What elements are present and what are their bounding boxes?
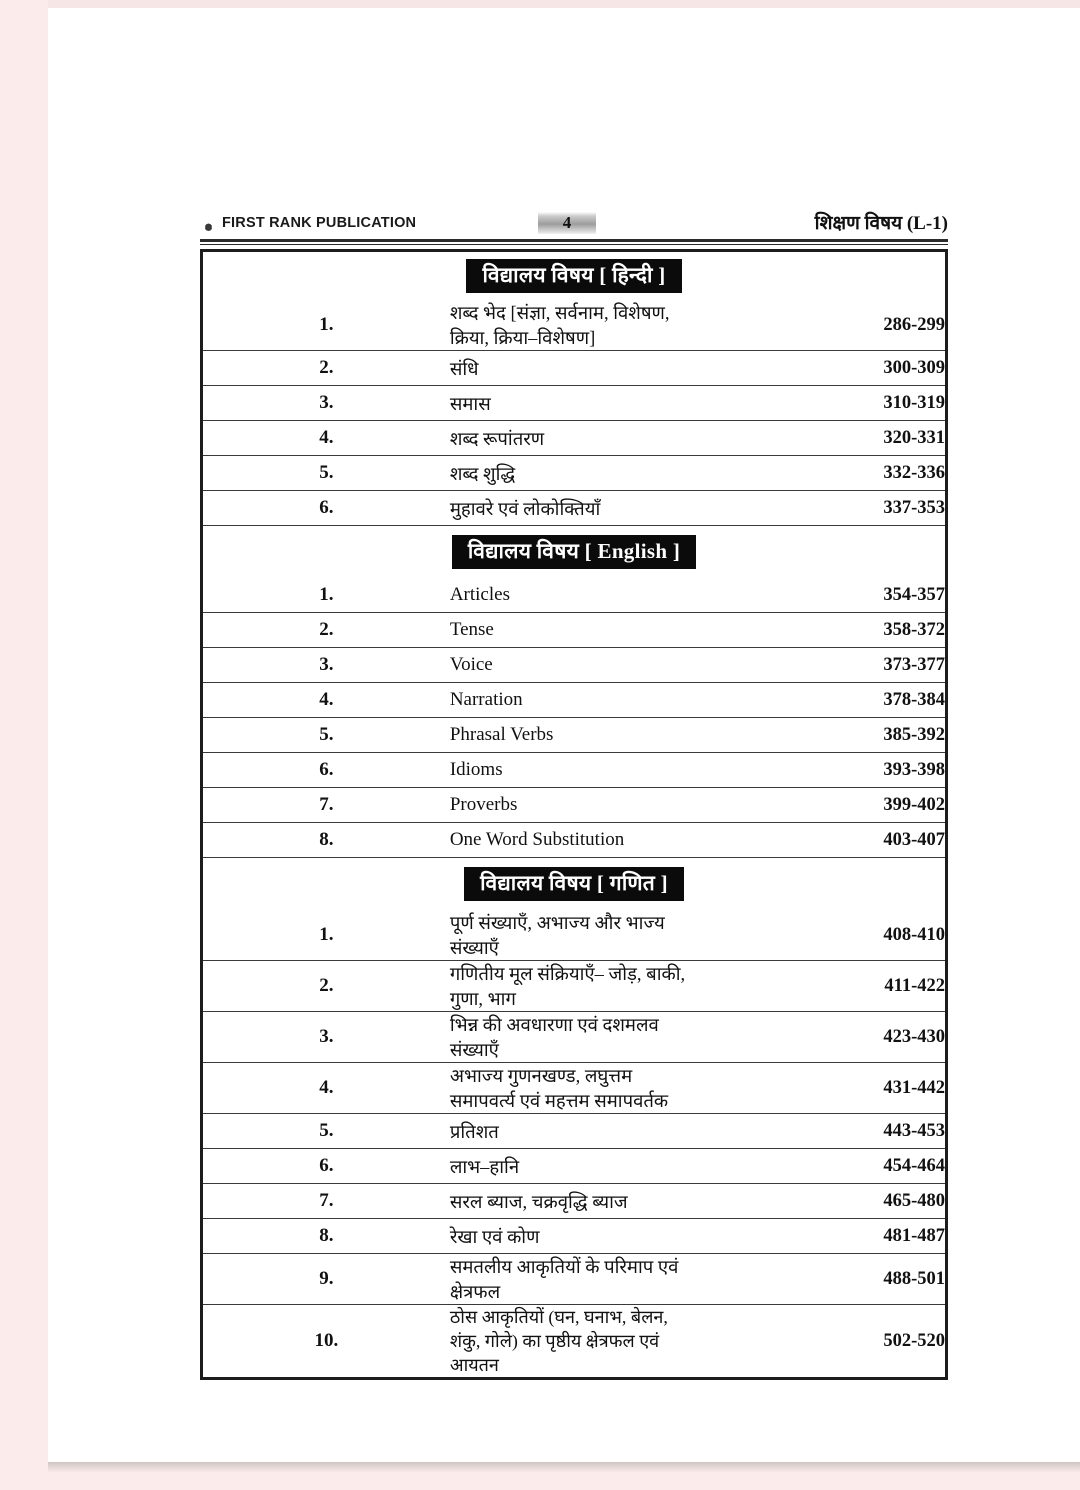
section-banner-row <box>202 526 947 579</box>
toc-row-title: Idioms <box>450 753 698 788</box>
toc-row-number: 2. <box>202 351 450 386</box>
toc-row[interactable] <box>202 1184 947 1219</box>
running-header <box>200 210 948 236</box>
section-banner-cell <box>202 251 947 301</box>
toc-row[interactable] <box>202 910 947 961</box>
toc-row-number: 4. <box>202 1063 450 1114</box>
toc-row-title: संधि <box>450 351 698 386</box>
toc-row-number: 3. <box>202 648 450 683</box>
toc-row-number: 4. <box>202 421 450 456</box>
toc-row-title: लाभ–हानि <box>450 1149 698 1184</box>
toc-row-number: 1. <box>202 300 450 351</box>
toc-body <box>202 251 947 1379</box>
page-sheet <box>48 8 1080 1470</box>
section-banner: विद्यालय विषय [ English ] <box>452 535 696 569</box>
toc-row-number: 1. <box>202 910 450 961</box>
toc-row[interactable] <box>202 648 947 683</box>
toc-row-title: Proverbs <box>450 788 698 823</box>
section-banner: विद्यालय विषय [ हिन्दी ] <box>466 259 681 293</box>
toc-row-number: 7. <box>202 1184 450 1219</box>
page-content <box>200 210 948 1380</box>
toc-row-pages: 337-353 <box>698 491 946 526</box>
toc-row-pages: 385-392 <box>698 718 946 753</box>
toc-row-number: 9. <box>202 1254 450 1305</box>
toc-row-number: 3. <box>202 386 450 421</box>
toc-row-number: 3. <box>202 1012 450 1063</box>
toc-row[interactable] <box>202 1149 947 1184</box>
toc-row-title: प्रतिशत <box>450 1114 698 1149</box>
toc-row[interactable] <box>202 753 947 788</box>
toc-row-number: 4. <box>202 683 450 718</box>
section-banner-wrap <box>203 526 945 578</box>
section-banner: विद्यालय विषय [ गणित ] <box>464 867 684 901</box>
toc-row-title: पूर्ण संख्याएँ, अभाज्य और भाज्य संख्याएँ <box>450 910 698 961</box>
toc-row-pages: 454-464 <box>698 1149 946 1184</box>
toc-row-pages: 393-398 <box>698 753 946 788</box>
toc-row-pages: 373-377 <box>698 648 946 683</box>
toc-row-number: 6. <box>202 491 450 526</box>
toc-row-pages: 320-331 <box>698 421 946 456</box>
toc-row-pages: 465-480 <box>698 1184 946 1219</box>
toc-row-title: मुहावरे एवं लोकोक्तियाँ <box>450 491 698 526</box>
toc-row-pages: 443-453 <box>698 1114 946 1149</box>
toc-row-pages: 310-319 <box>698 386 946 421</box>
toc-row-number: 5. <box>202 1114 450 1149</box>
toc-row[interactable] <box>202 1219 947 1254</box>
toc-row-title: शब्द शुद्धि <box>450 456 698 491</box>
toc-row[interactable] <box>202 718 947 753</box>
toc-row-pages: 431-442 <box>698 1063 946 1114</box>
toc-row-title: समतलीय आकृतियों के परिमाप एवं क्षेत्रफल <box>450 1254 698 1305</box>
header-divider <box>200 239 948 245</box>
toc-row-pages: 403-407 <box>698 823 946 858</box>
toc-row[interactable] <box>202 1012 947 1063</box>
toc-row-number: 2. <box>202 613 450 648</box>
toc-row-number: 8. <box>202 823 450 858</box>
toc-row[interactable] <box>202 578 947 613</box>
toc-row[interactable] <box>202 961 947 1012</box>
toc-row-title: गणितीय मूल संक्रियाएँ– जोड़, बाकी, गुणा, भाग <box>450 961 698 1012</box>
toc-row[interactable] <box>202 1254 947 1305</box>
toc-row-title: Articles <box>450 578 698 613</box>
toc-row-number: 1. <box>202 578 450 613</box>
toc-row-number: 2. <box>202 961 450 1012</box>
page-number: 4 <box>562 213 572 232</box>
page-shadow-top <box>48 0 1080 8</box>
section-banner-cell <box>202 526 947 579</box>
toc-row[interactable] <box>202 788 947 823</box>
section-banner-row <box>202 858 947 911</box>
section-banner-wrap <box>203 858 945 910</box>
section-banner-cell <box>202 858 947 911</box>
toc-row-pages: 378-384 <box>698 683 946 718</box>
toc-row-pages: 358-372 <box>698 613 946 648</box>
toc-row[interactable] <box>202 351 947 386</box>
toc-row[interactable] <box>202 1063 947 1114</box>
toc-row-pages: 332-336 <box>698 456 946 491</box>
toc-row-title: One Word Substitution <box>450 823 698 858</box>
toc-row[interactable] <box>202 456 947 491</box>
toc-row-title: भिन्न की अवधारणा एवं दशमलव संख्याएँ <box>450 1012 698 1063</box>
toc-row-title: Tense <box>450 613 698 648</box>
toc-row-title: Voice <box>450 648 698 683</box>
toc-row-number: 6. <box>202 753 450 788</box>
section-banner-wrap <box>203 252 945 300</box>
toc-row-number: 5. <box>202 456 450 491</box>
toc-row-title: शब्द रूपांतरण <box>450 421 698 456</box>
toc-row[interactable] <box>202 1114 947 1149</box>
section-banner-row <box>202 251 947 301</box>
toc-row[interactable] <box>202 613 947 648</box>
page-number-box <box>538 212 596 234</box>
toc-row[interactable] <box>202 421 947 456</box>
toc-row-title: समास <box>450 386 698 421</box>
toc-row-title: शब्द भेद [संज्ञा, सर्वनाम, विशेषण, क्रिया, क्रिया–विशेषण] <box>450 300 698 351</box>
toc-row-number: 10. <box>202 1305 450 1379</box>
toc-row[interactable] <box>202 1305 947 1379</box>
toc-row[interactable] <box>202 300 947 351</box>
table-of-contents <box>200 249 948 1380</box>
toc-row-pages: 411-422 <box>698 961 946 1012</box>
toc-row-pages: 488-501 <box>698 1254 946 1305</box>
toc-row-pages: 354-357 <box>698 578 946 613</box>
toc-row-pages: 408-410 <box>698 910 946 961</box>
toc-row[interactable] <box>202 823 947 858</box>
header-subject-title: शिक्षण विषय (L-1) <box>814 213 948 234</box>
toc-row-pages: 286-299 <box>698 300 946 351</box>
toc-row-pages: 300-309 <box>698 351 946 386</box>
toc-row-pages: 481-487 <box>698 1219 946 1254</box>
toc-row-number: 5. <box>202 718 450 753</box>
toc-row[interactable] <box>202 386 947 421</box>
page-shadow-bottom <box>48 1462 1080 1472</box>
toc-row-title: अभाज्य गुणनखण्ड, लघुत्तम समापवर्त्य एवं महत्तम समापवर्तक <box>450 1063 698 1114</box>
toc-row-pages: 502-520 <box>698 1305 946 1379</box>
toc-row-number: 7. <box>202 788 450 823</box>
toc-row[interactable] <box>202 491 947 526</box>
toc-row-title: ठोस आकृतियों (घन, घनाभ, बेलन, शंकु, गोले) का पृष्ठीय क्षेत्रफल एवं आयतन <box>450 1305 698 1379</box>
toc-row-pages: 399-402 <box>698 788 946 823</box>
toc-row-title: Narration <box>450 683 698 718</box>
toc-row-title: सरल ब्याज, चक्रवृद्धि ब्याज <box>450 1184 698 1219</box>
toc-row-pages: 423-430 <box>698 1012 946 1063</box>
publisher-brand <box>200 215 416 232</box>
publisher-name: FIRST RANK PUBLICATION <box>222 215 417 231</box>
toc-row-title: Phrasal Verbs <box>450 718 698 753</box>
toc-row[interactable] <box>202 683 947 718</box>
toc-row-number: 6. <box>202 1149 450 1184</box>
toc-row-number: 8. <box>202 1219 450 1254</box>
lotus-icon <box>200 215 217 232</box>
toc-row-title: रेखा एवं कोण <box>450 1219 698 1254</box>
